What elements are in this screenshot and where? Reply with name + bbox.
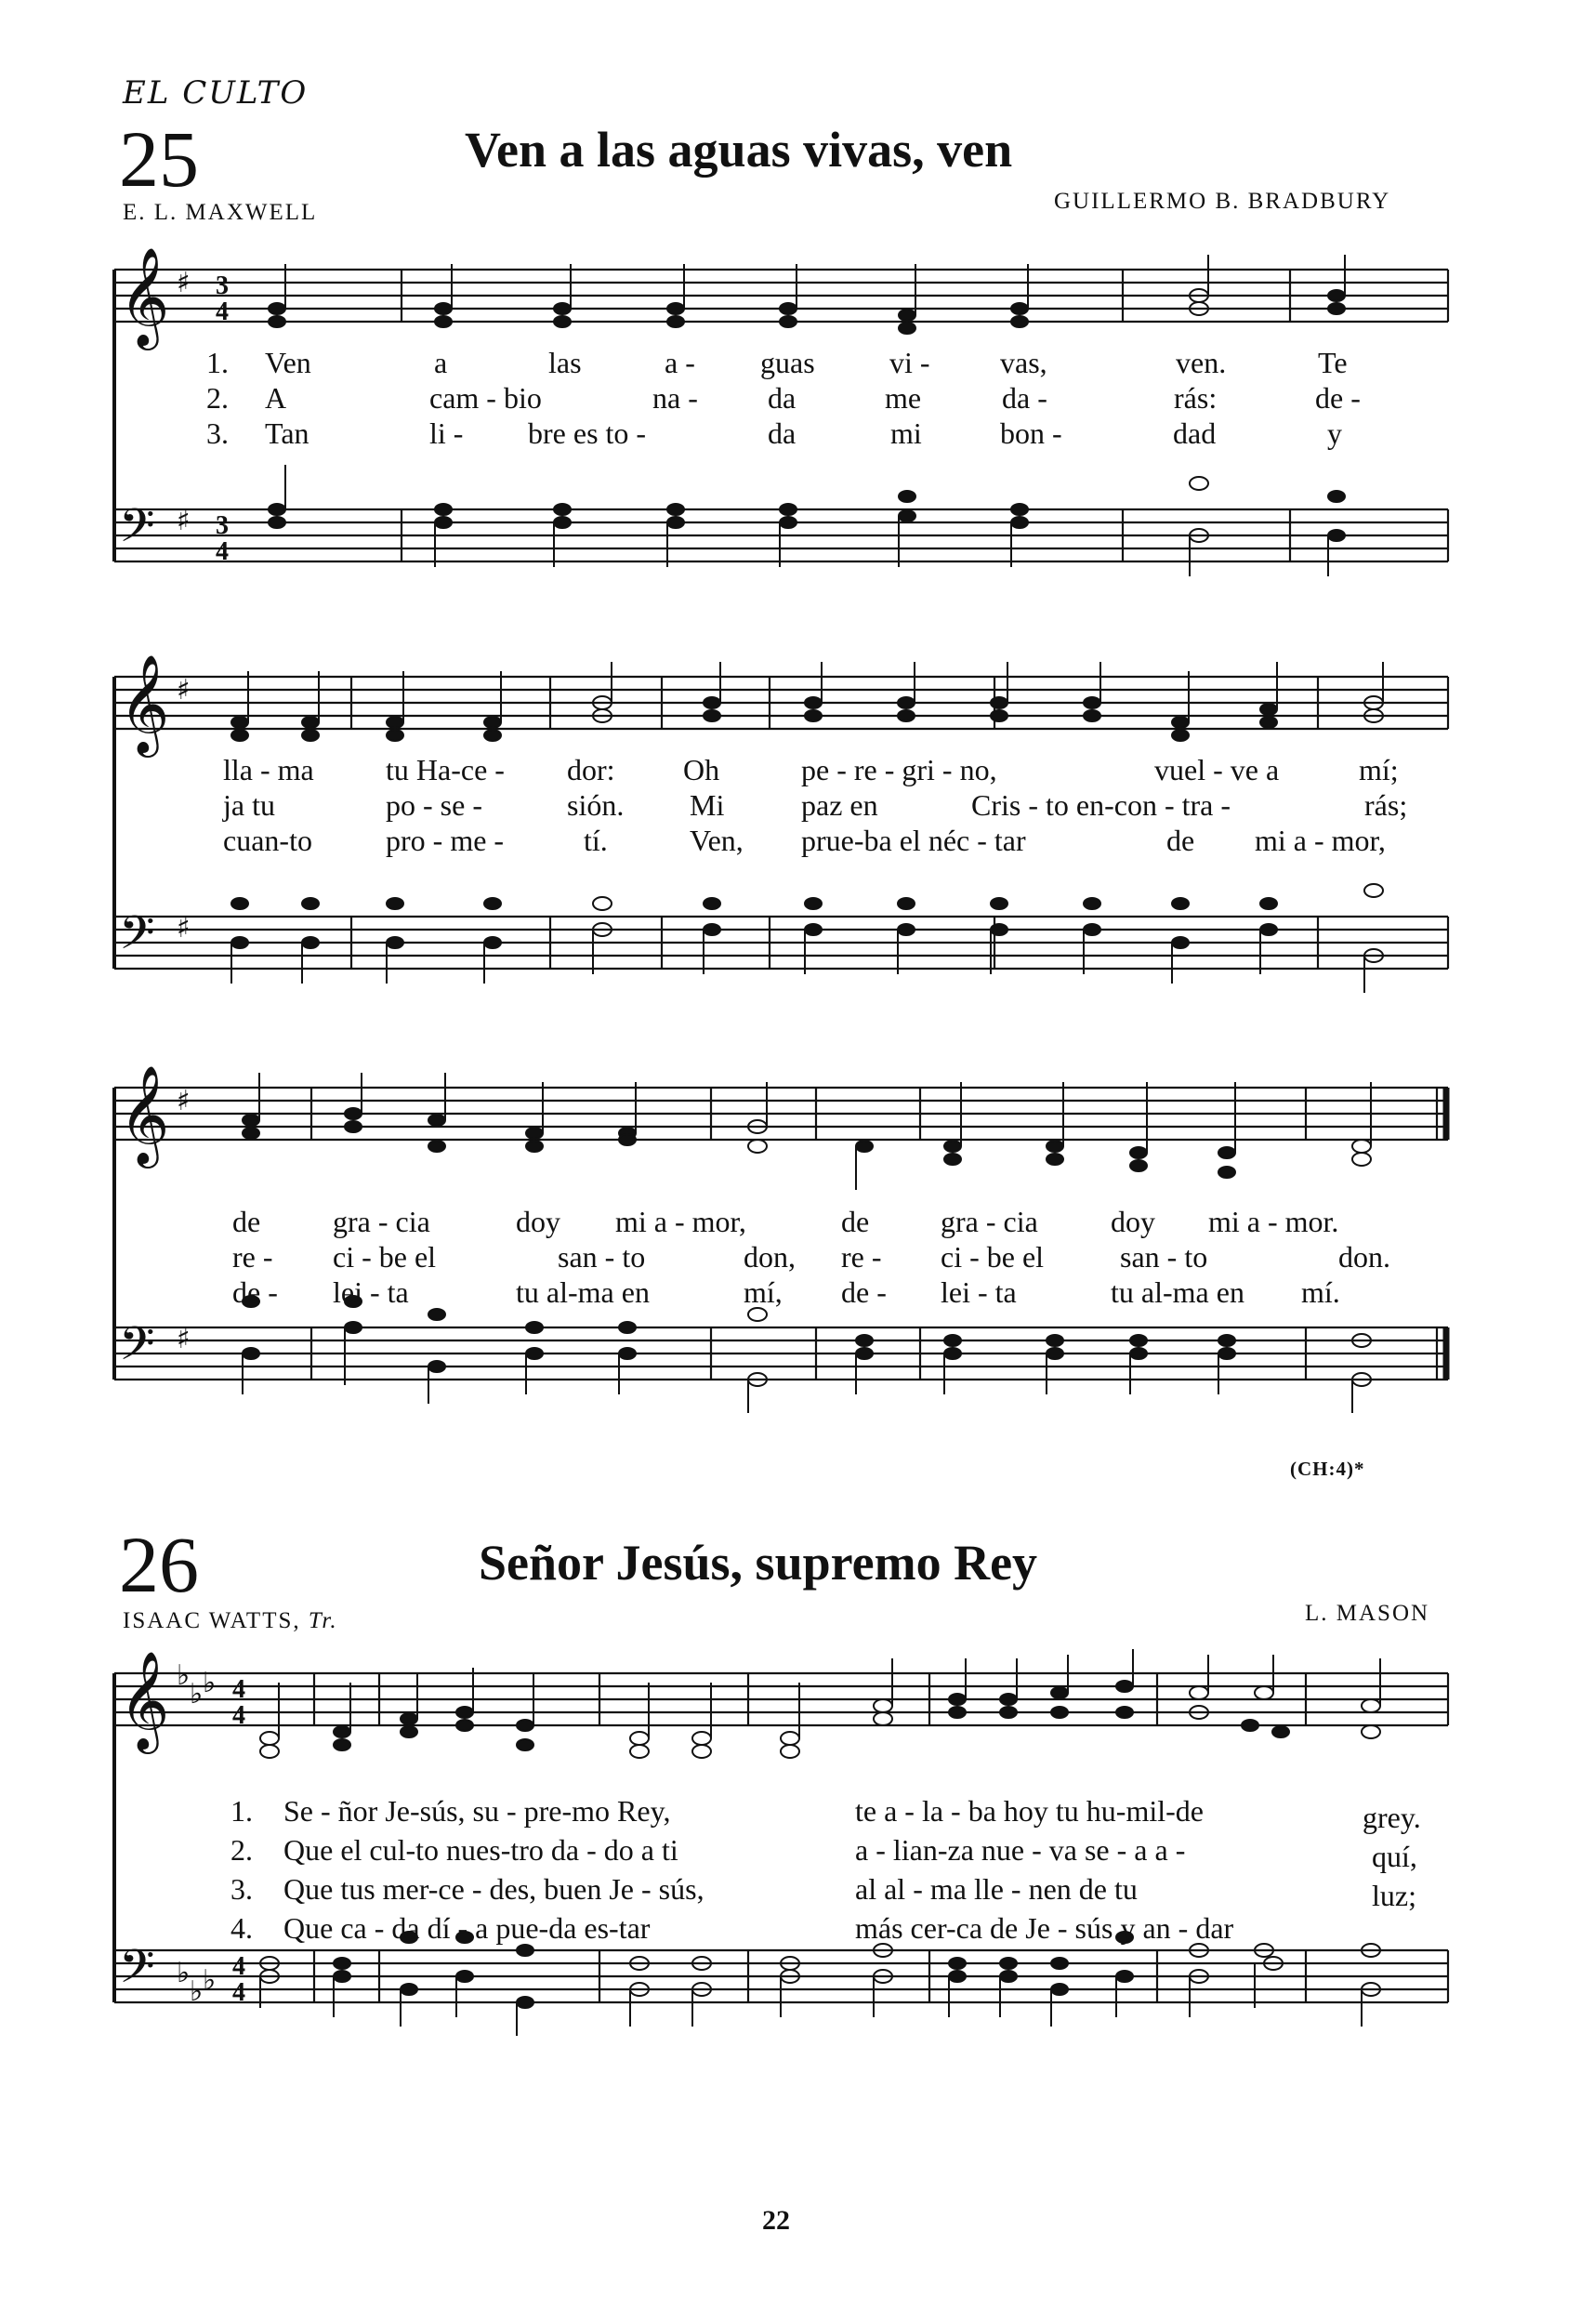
- lyric-syllable: mi a - mor,: [1255, 824, 1386, 857]
- hymn-author: E. L. MAXWELL: [123, 200, 318, 225]
- lyric-syllable: y: [1327, 416, 1342, 450]
- lyric-syllable: re -: [232, 1240, 273, 1274]
- lyric-line: grey.: [1363, 1801, 1421, 1834]
- lyric-line: a - lian-za nue - va se - a a -: [855, 1833, 1186, 1867]
- lyric-line: quí,: [1372, 1840, 1417, 1873]
- lyric-syllable: dad: [1173, 416, 1217, 450]
- hymn-title: Ven a las aguas vivas, ven: [465, 122, 1013, 178]
- flat-icon: ♭: [203, 1964, 217, 1997]
- lyric-line: Se - ñor Je-sús, su - pre-mo Rey,: [283, 1794, 671, 1828]
- lyric-syllable: na -: [652, 381, 698, 415]
- lyric-syllable: san - to: [1120, 1240, 1208, 1274]
- lyric-syllable: mi: [890, 416, 922, 450]
- lyric-syllable: gra - cia: [941, 1205, 1038, 1238]
- treble-clef-icon: 𝄞: [119, 246, 170, 346]
- flat-icon: ♭: [177, 1659, 191, 1692]
- lyric-syllable: lei - ta: [941, 1275, 1017, 1309]
- lyric-syllable: dor:: [567, 753, 615, 786]
- hymn-number: 26: [119, 1520, 199, 1609]
- lyric-syllable: rás;: [1364, 788, 1408, 822]
- section-label: EL CULTO: [123, 74, 309, 112]
- lyric-syllable: me: [885, 381, 922, 415]
- lyric-syllable: tu al-ma en: [516, 1275, 650, 1309]
- lyric-syllable: vas,: [1000, 346, 1047, 379]
- lyric-syllable: de -: [841, 1275, 887, 1309]
- lyric-syllable: mi a - mor.: [1208, 1205, 1339, 1238]
- verse-number: 4.: [230, 1911, 253, 1945]
- lyric-syllable: li -: [429, 416, 464, 450]
- svg-text:4: 4: [232, 1978, 245, 2007]
- svg-text:3: 3: [216, 271, 229, 300]
- lyric-syllable: ja tu: [223, 788, 275, 822]
- lyric-syllable: gra - cia: [333, 1205, 430, 1238]
- lyric-syllable: vuel - ve a: [1154, 753, 1280, 786]
- lyric-syllable: tu al-ma en: [1111, 1275, 1244, 1309]
- lyric-syllable: Tan: [265, 416, 309, 450]
- verse-number: 3.: [230, 1872, 253, 1906]
- lyric-line: más cer-ca de Je - sús y an - dar: [855, 1911, 1234, 1945]
- lyric-syllable: san - to: [558, 1240, 646, 1274]
- svg-text:4: 4: [232, 1952, 245, 1981]
- lyric-syllable: sión.: [567, 788, 625, 822]
- lyric-line: Que tus mer-ce - des, buen Je - sús,: [283, 1872, 704, 1906]
- lyric-syllable: mí;: [1359, 753, 1399, 786]
- lyric-syllable: bre es to -: [528, 416, 647, 450]
- lyric-line: al al - ma lle - nen de tu: [855, 1872, 1138, 1906]
- lyric-syllable: de -: [232, 1275, 278, 1309]
- sharp-icon: ♯: [177, 1323, 191, 1355]
- lyric-line: luz;: [1372, 1879, 1416, 1912]
- lyric-syllable: doy: [1111, 1205, 1155, 1238]
- hymn-composer: L. MASON: [1305, 1601, 1430, 1626]
- lyric-syllable: de: [1166, 824, 1195, 857]
- flat-icon: ♭: [190, 1975, 204, 2008]
- lyric-syllable: mi a - mor,: [615, 1205, 746, 1238]
- lyric-syllable: vi -: [889, 346, 930, 379]
- lyric-syllable: bon -: [1000, 416, 1062, 450]
- bass-clef-icon: 𝄢: [119, 906, 155, 971]
- bass-clef-icon: 𝄢: [119, 1940, 155, 2005]
- lyric-syllable: ci - be el: [333, 1240, 437, 1274]
- lyric-syllable: Ven: [265, 346, 311, 379]
- sharp-icon: ♯: [177, 912, 191, 944]
- lyric-syllable: cam - bio: [429, 381, 542, 415]
- flat-icon: ♭: [177, 1957, 191, 1989]
- lyric-syllable: da -: [1002, 381, 1047, 415]
- hymn-composer: GUILLERMO B. BRADBURY: [1054, 189, 1391, 214]
- lyric-syllable: Ven,: [690, 824, 744, 857]
- lyric-syllable: ci - be el: [941, 1240, 1045, 1274]
- verse-number: 3.: [206, 416, 229, 450]
- verse-number: 2.: [206, 381, 229, 415]
- svg-text:4: 4: [216, 297, 229, 326]
- lyric-syllable: Te: [1318, 346, 1348, 379]
- hymn-number: 25: [119, 114, 199, 204]
- verse-number: 1.: [230, 1794, 253, 1828]
- svg-text:4: 4: [232, 1701, 245, 1730]
- lyric-syllable: Oh: [683, 753, 720, 786]
- svg-text:4: 4: [216, 537, 229, 566]
- lyric-syllable: a: [434, 346, 448, 379]
- bass-clef-icon: 𝄢: [119, 1317, 155, 1382]
- lyric-syllable: paz en: [801, 788, 878, 822]
- lyric-syllable: de -: [1315, 381, 1361, 415]
- svg-text:4: 4: [232, 1675, 245, 1704]
- lyric-syllable: prue-ba el néc - tar: [801, 824, 1026, 857]
- sharp-icon: ♯: [177, 505, 191, 537]
- flat-icon: ♭: [190, 1678, 204, 1710]
- lyric-syllable: don.: [1338, 1240, 1390, 1274]
- lyric-syllable: ven.: [1176, 346, 1227, 379]
- lyric-syllable: lei - ta: [333, 1275, 409, 1309]
- sharp-icon: ♯: [177, 267, 191, 299]
- lyric-line: Que ca - da dí - a pue-da es-tar: [283, 1911, 651, 1945]
- lyric-syllable: guas: [760, 346, 815, 379]
- notes-group: [269, 255, 1345, 576]
- lyric-syllable: doy: [516, 1205, 560, 1238]
- lyric-line: Que el cul-to nues-tro da - do a ti: [283, 1833, 678, 1867]
- lyric-syllable: pro - me -: [386, 824, 505, 857]
- verse-number: 2.: [230, 1833, 253, 1867]
- treble-clef-icon: 𝄞: [119, 654, 170, 753]
- treble-clef-icon: 𝄞: [119, 1650, 170, 1750]
- svg-text:3: 3: [216, 511, 229, 540]
- hymn-author: ISAAC WATTS, Tr.: [123, 1608, 338, 1633]
- lyric-syllable: da: [768, 416, 797, 450]
- lyric-syllable: lla - ma: [223, 753, 314, 786]
- lyric-syllable: mí.: [1301, 1275, 1340, 1309]
- lyric-syllable: po - se -: [386, 788, 482, 822]
- sharp-icon: ♯: [177, 1085, 191, 1117]
- lyric-syllable: tu Ha-ce -: [386, 753, 505, 786]
- lyric-syllable: cuan-to: [223, 824, 312, 857]
- lyric-syllable: Mi: [690, 788, 725, 822]
- lyric-line: te a - la - ba hoy tu hu-mil-de: [855, 1794, 1204, 1828]
- sharp-icon: ♯: [177, 674, 191, 706]
- lyric-syllable: las: [548, 346, 582, 379]
- flat-icon: ♭: [203, 1667, 217, 1699]
- lyric-syllable: a -: [665, 346, 695, 379]
- verse-number: 1.: [206, 346, 229, 379]
- bass-clef-icon: 𝄢: [119, 499, 155, 564]
- lyric-syllable: A: [265, 381, 287, 415]
- page-number: 22: [762, 2205, 790, 2236]
- treble-clef-icon: 𝄞: [119, 1064, 170, 1164]
- lyric-syllable: re -: [841, 1240, 882, 1274]
- lyric-syllable: rás:: [1174, 381, 1218, 415]
- lyric-syllable: pe - re - gri - no,: [801, 753, 997, 786]
- hymn-title: Señor Jesús, supremo Rey: [479, 1535, 1038, 1591]
- reference-note: (CH:4)*: [1290, 1458, 1365, 1480]
- lyric-syllable: tí.: [584, 824, 608, 857]
- lyric-syllable: da: [768, 381, 797, 415]
- lyric-syllable: de: [232, 1205, 261, 1238]
- lyric-syllable: don,: [744, 1240, 796, 1274]
- lyric-syllable: de: [841, 1205, 870, 1238]
- lyric-syllable: mí,: [744, 1275, 783, 1309]
- lyric-syllable: Cris - to en-con - tra -: [971, 788, 1231, 822]
